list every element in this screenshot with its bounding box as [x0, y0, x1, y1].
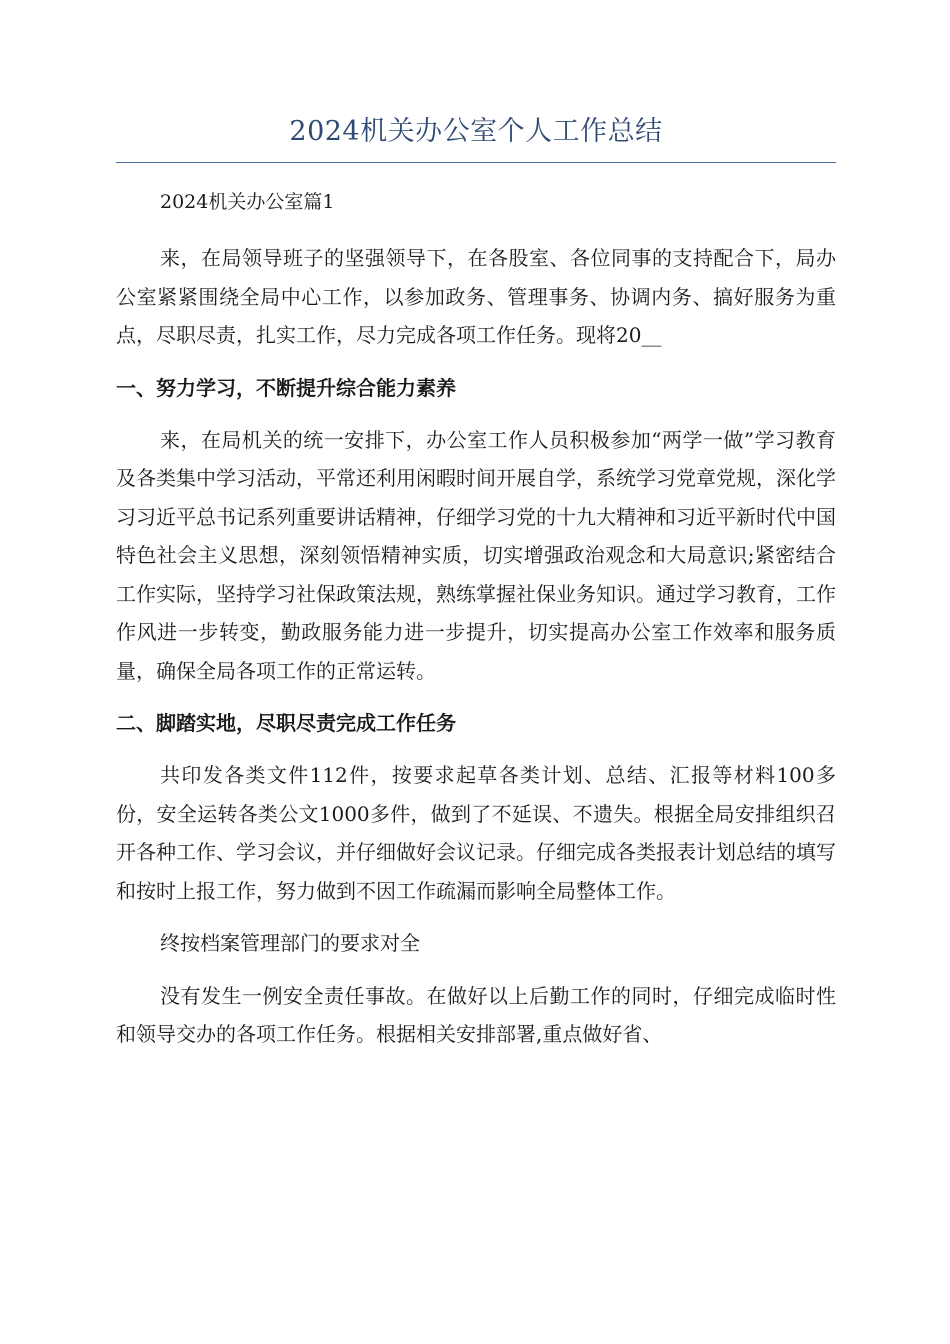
section-heading-2: 二、脚踏实地，尽职尽责完成工作任务 — [116, 711, 456, 735]
document-title: 2024机关办公室个人工作总结 — [289, 116, 663, 147]
section-2-paragraph: 共印发各类文件112件，按要求起草各类计划、总结、汇报等材料100多份，安全运转各类公文1000多件，做到了不延误、不遗失。根据全局安排组织召开各种工作、学习会议，并仔细做好会议记录。仔细完成各类报表计划总结的填写和按时上报工作，努力做到不因工作疏漏而影响全局整体工作。 — [116, 763, 836, 903]
intro-paragraph: 来，在局领导班子的坚强领导下，在各股室、各位同事的支持配合下，局办公室紧紧围绕全局中心工作，以参加政务、管理事务、协调内务、搞好服务为重点，尽职尽责，扎实工作，尽力完成各项工作任务。现将20__ — [116, 246, 836, 347]
document-page — [116, 112, 836, 1068]
section-1-paragraph: 来，在局机关的统一安排下，办公室工作人员积极参加“两学一做”学习教育及各类集中学习活动，平常还利用闲暇时间开展自学，系统学习党章党规，深化学习习近平总书记系列重要讲话精神，仔细学习党的十九大精神和习近平新时代中国特色社会主义思想，深刻领悟精神实质，切实增强政治观念和大局意识;紧密结合工作实际，坚持学习社保政策法规，熟练掌握社保业务知识。通过学习教育，工作作风进一步转变，勤政服务能力进一步提升，切实提高办公室工作效率和服务质量，确保全局各项工作的正常运转。 — [116, 427, 836, 683]
title-underline — [116, 162, 836, 163]
safety-paragraph: 没有发生一例安全责任事故。在做好以上后勤工作的同时，仔细完成临时性和领导交办的各项工作任务。根据相关安排部署,重点做好省、 — [116, 983, 836, 1046]
section-heading-1: 一、努力学习，不断提升综合能力素养 — [116, 375, 456, 400]
document-subheading: 2024机关办公室篇1 — [160, 191, 335, 213]
archive-paragraph: 终按档案管理部门的要求对全 — [160, 931, 420, 955]
